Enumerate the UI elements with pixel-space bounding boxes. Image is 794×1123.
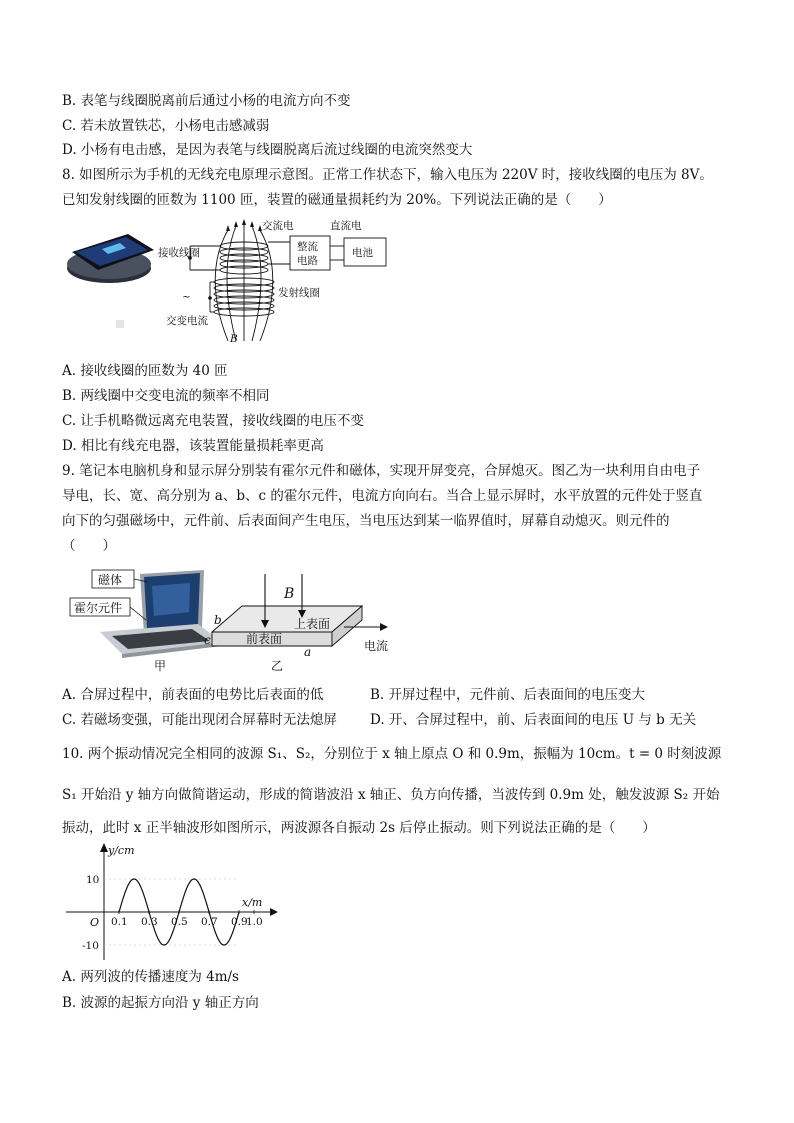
- x-axis-label: x/m: [242, 896, 263, 909]
- x-tick-label: 0.5: [171, 916, 188, 928]
- q9-stem-line1: 9. 笔记本电脑机身和显示屏分别装有霍尔元件和磁体，实现开屏变亮，合屏熄灭。图乙为一块利用自由电子: [62, 463, 701, 479]
- label-B: B: [284, 586, 295, 602]
- hall-element-block: [212, 606, 362, 646]
- q10-wave-chart: [62, 840, 282, 968]
- q8-option-a: A. 接收线圈的匝数为 40 匝: [62, 363, 228, 379]
- y-tick-label: -10: [82, 940, 99, 952]
- q10-option-a: A. 两列波的传播速度为 4m/s: [62, 969, 239, 985]
- q8-stem-line2: 已知发射线圈的匝数为 1100 匝，装置的磁通量损耗约为 20%。下列说法正确的是（ ）: [62, 192, 612, 208]
- q9-option-b: B. 开屏过程中，元件前、后表面间的电压变大: [370, 687, 646, 703]
- label-ac-current: 交变电流: [166, 315, 208, 327]
- x-tick-label: 0.9: [231, 916, 248, 928]
- q7-option-c: C. 若未放置铁芯，小杨电击感减弱: [62, 118, 270, 134]
- y-axis-label: y/cm: [108, 844, 135, 857]
- label-current: 电流: [364, 639, 389, 653]
- label-send-coil: 发射线圈: [278, 287, 320, 299]
- label-top-surface: 上表面: [294, 617, 331, 631]
- label-jia: 甲: [154, 659, 167, 673]
- q8-option-c: C. 让手机略微远离充电装置，接收线圈的电压不变: [62, 413, 364, 429]
- q10-stem-line1: 10. 两个振动情况完全相同的波源 S₁、S₂，分别位于 x 轴上原点 O 和 0.9m，振幅为 10cm。t = 0 时刻波源: [62, 746, 722, 762]
- label-battery: 电池: [352, 247, 373, 259]
- label-yi: 乙: [271, 659, 284, 673]
- q9-stem-line2: 导电，长、宽、高分别为 a、b、c 的霍尔元件，电流方向向右。当合上显示屏时，水平放置的元件处于竖直: [62, 488, 703, 504]
- charging-pad-image: [67, 234, 154, 283]
- q8-option-d: D. 相比有线充电器，该装置能量损耗率更高: [62, 438, 324, 454]
- q9-option-d: D. 开、合屏过程中，前、后表面间的电压 U 与 b 无关: [370, 712, 697, 728]
- q9-stem-line3: 向下的匀强磁场中，元件前、后表面间产生电压，当电压达到某一临界值时，屏幕自动熄灭。则元件的: [62, 513, 670, 529]
- q9-hall-figure: [62, 564, 402, 678]
- label-magnet: 磁体: [98, 573, 123, 587]
- label-dc: 直流电: [330, 220, 362, 232]
- label-a: a: [304, 645, 312, 659]
- label-rectifier-1: 整流: [297, 241, 318, 253]
- label-receive-coil: 接收线圈: [158, 247, 200, 259]
- q10-stem-line2: S₁ 开始沿 y 轴方向做简谐运动，形成的简谐波沿 x 轴正、负方向传播，当波传到 0.9m 处，触发波源 S₂ 开始: [62, 787, 720, 803]
- label-b-dim: b: [214, 613, 222, 627]
- label-hall: 霍尔元件: [74, 601, 123, 615]
- origin-label: O: [90, 916, 100, 929]
- q8-stem-line1: 8. 如图所示为手机的无线充电原理示意图。正常工作状态下，输入电压为 220V 时，接收线圈的电压为 8V。: [62, 167, 713, 183]
- label-c-dim: c: [204, 633, 211, 647]
- q10-option-b: B. 波源的起振方向沿 y 轴正方向: [62, 995, 259, 1011]
- q9-option-c: C. 若磁场变强，可能出现闭合屏幕时无法熄屏: [62, 712, 337, 728]
- q10-stem-line3: 振动，此时 x 正半轴波形如图所示，两波源各自振动 2s 后停止振动。则下列说法正确的是（ ）: [62, 820, 656, 836]
- y-tick-label: 10: [86, 874, 100, 886]
- q8-wireless-charging-figure: [62, 216, 392, 348]
- x-tick-label: 1.0: [246, 916, 263, 928]
- x-tick-label: 0.1: [111, 916, 128, 928]
- x-tick-label: 0.7: [201, 916, 218, 928]
- label-front-surface: 前表面: [246, 632, 283, 646]
- q7-option-b: B. 表笔与线圈脱离前后通过小杨的电流方向不变: [62, 93, 351, 109]
- x-tick-label: 0.3: [141, 916, 158, 928]
- label-ac: 交流电: [262, 220, 294, 232]
- q7-option-d: D. 小杨有电击感，是因为表笔与线圈脱离后流过线圈的电流突然变大: [62, 142, 473, 158]
- label-b: B: [230, 333, 238, 344]
- label-tilde: ~: [182, 291, 191, 303]
- label-rectifier-2: 电路: [297, 255, 318, 267]
- q8-option-b: B. 两线圈中交变电流的频率不相同: [62, 388, 270, 404]
- q9-stem-line4: （ ）: [62, 538, 116, 554]
- q9-option-a: A. 合屏过程中，前表面的电势比后表面的低: [62, 687, 324, 703]
